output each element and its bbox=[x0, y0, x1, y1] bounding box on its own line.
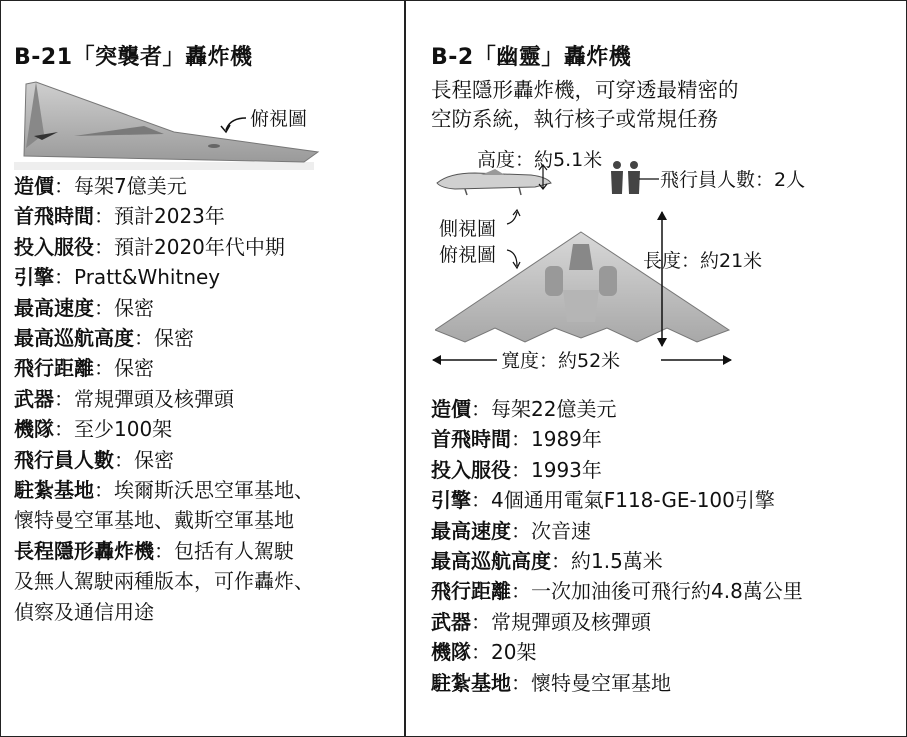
b2-spec-max-altitude: 最高巡航高度：約1.5萬米 bbox=[431, 549, 663, 574]
b21-top-view-label: 俯視圖 bbox=[250, 108, 308, 130]
b2-width-label: 寬度：約52米 bbox=[501, 350, 621, 372]
b2-spec-fleet: 機隊：20架 bbox=[431, 640, 537, 665]
b21-spec-max-altitude: 最高巡航高度：保密 bbox=[14, 326, 194, 351]
b21-spec-engine: 引擎：Pratt&Whitney bbox=[14, 265, 221, 290]
b2-spec-weapons: 武器：常規彈頭及核彈頭 bbox=[431, 609, 651, 634]
b21-spec-weapons: 武器：常規彈頭及核彈頭 bbox=[14, 386, 234, 411]
b2-spec-range: 飛行距離：一次加油後可飛行約4.8萬公里 bbox=[431, 579, 803, 604]
b2-length-label: 長度：約21米 bbox=[643, 250, 763, 272]
b21-spec-list bbox=[14, 171, 314, 627]
b21-spec-crew: 飛行員人數：保密 bbox=[14, 447, 174, 472]
b2-spec-max-speed: 最高速度：次音速 bbox=[431, 518, 591, 543]
b2-crew-label: 飛行員人數：2人 bbox=[660, 169, 806, 191]
b21-spec-first-flight: 首飛時間：預計2023年 bbox=[14, 204, 225, 229]
b2-crew-icon bbox=[609, 160, 643, 196]
b21-spec-cost: 造價：每架7億美元 bbox=[14, 174, 187, 198]
b2-title: B-2「幽靈」轟炸機 bbox=[431, 45, 632, 70]
b2-top-view-label: 俯視圖 bbox=[439, 244, 497, 266]
b21-label-arrow-icon bbox=[218, 114, 248, 134]
b2-length-arrow-icon bbox=[655, 210, 669, 348]
b2-spec-first-flight: 首飛時間：1989年 bbox=[431, 427, 602, 452]
b2-height-label: 高度：約5.1米 bbox=[477, 149, 603, 171]
b21-spec-range: 飛行距離：保密 bbox=[14, 356, 154, 381]
b2-spec-bases: 駐紮基地：懷特曼空軍基地 bbox=[431, 670, 671, 695]
b2-subtitle: 長程隱形轟炸機，可穿透最精密的 空防系統，執行核子或常規任務 bbox=[431, 78, 739, 131]
b2-side-view-label: 側視圖 bbox=[439, 218, 497, 240]
b21-spec-max-speed: 最高速度：保密 bbox=[14, 295, 154, 320]
b2-height-arrow-icon bbox=[537, 164, 549, 190]
b2-spec-engine: 引擎：4個通用電氣F118-GE-100引擎 bbox=[431, 488, 775, 513]
b21-spec-service-entry: 投入服役：預計2020年代中期 bbox=[14, 234, 285, 259]
b21-title: B-21「突襲者」轟炸機 bbox=[14, 45, 253, 70]
b2-spec-service-entry: 投入服役：1993年 bbox=[431, 457, 602, 482]
b2-spec-cost: 造價：每架22億美元 bbox=[431, 397, 617, 421]
b21-spec-bases: 駐紮基地：埃爾斯沃思空軍基地、 懷特曼空軍基地、戴斯空軍基地 bbox=[14, 478, 314, 533]
b2-spec-list bbox=[431, 394, 803, 698]
b2-side-view-arrow-icon bbox=[505, 208, 521, 226]
b2-crew-leader-line bbox=[639, 176, 659, 182]
column-divider bbox=[404, 0, 406, 737]
b21-spec-fleet: 機隊：至少100架 bbox=[14, 417, 173, 442]
b21-spec-description: 長程隱形轟炸機：包括有人駕駛 及無人駕駛兩種版本，可作轟炸、 偵察及通信用途 bbox=[14, 538, 314, 624]
